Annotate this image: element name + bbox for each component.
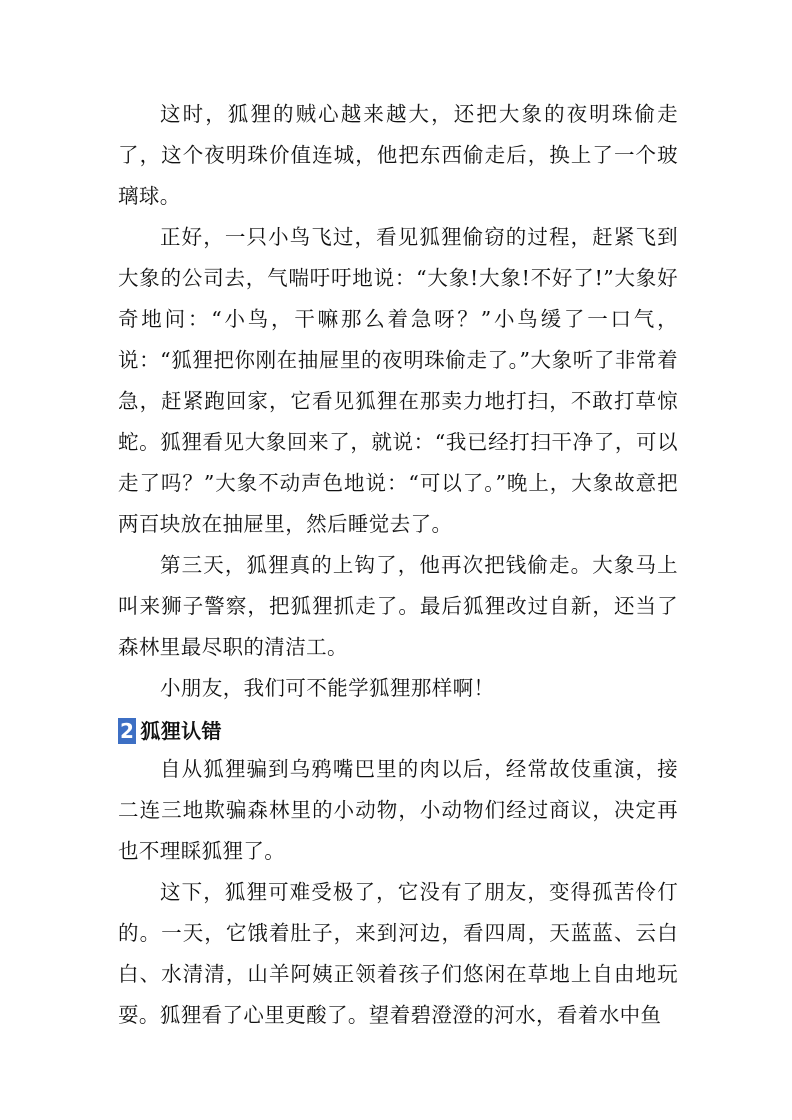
paragraph: 自从狐狸骗到乌鸦嘴巴里的肉以后，经常故伎重演，接二连三地欺骗森林里的小动物，小动物们经过商议，决定再也不理睬狐狸了。 [118,757,678,863]
paragraph: 这下，狐狸可难受极了，它没有了朋友，变得孤苦伶仃的。一天，它饿着肚子，来到河边，看四周，天蓝蓝、云白白、水清清，山羊阿姨正领着孩子们悠闲在草地上自由地玩耍。狐狸看了心里更酸了。望着碧澄澄的河水，看着水中鱼 [118,880,678,1027]
paragraph: 小朋友，我们可不能学狐狸那样啊！ [160,676,495,700]
section-title: 狐狸认错 [140,719,222,743]
paragraph: 第三天，狐狸真的上钩了，他再次把钱偷走。大象马上叫来狮子警察，把狐狸抓走了。最后狐狸改过自新，还当了森林里最尽职的清洁工。 [118,553,678,659]
section-number: 2 [120,719,135,743]
section-heading [118,713,678,749]
paragraph: 正好，一只小鸟飞过，看见狐狸偷窃的过程，赶紧飞到大象的公司去，气喘吁吁地说：“大象!大象!不好了!”大象好奇地问：“小鸟，干嘛那么着急呀？”小鸟缓了一口气，说：“狐狸把你刚在抽屉里的夜明珠偷走了。”大象听了非常着急，赶紧跑回家，它看见狐狸在那卖力地打扫，不敢打草惊蛇。狐狸看见大象回来了，就说：“我已经打扫干净了，可以走了吗？”大象不动声色地说：“可以了。”晚上，大象故意把两百块放在抽屉里，然后睡觉去了。 [118,225,678,536]
story-text [118,94,678,1036]
paragraph: 这时，狐狸的贼心越来越大，还把大象的夜明珠偷走了，这个夜明珠价值连城，他把东西偷走后，换上了一个玻璃球。 [118,102,678,208]
